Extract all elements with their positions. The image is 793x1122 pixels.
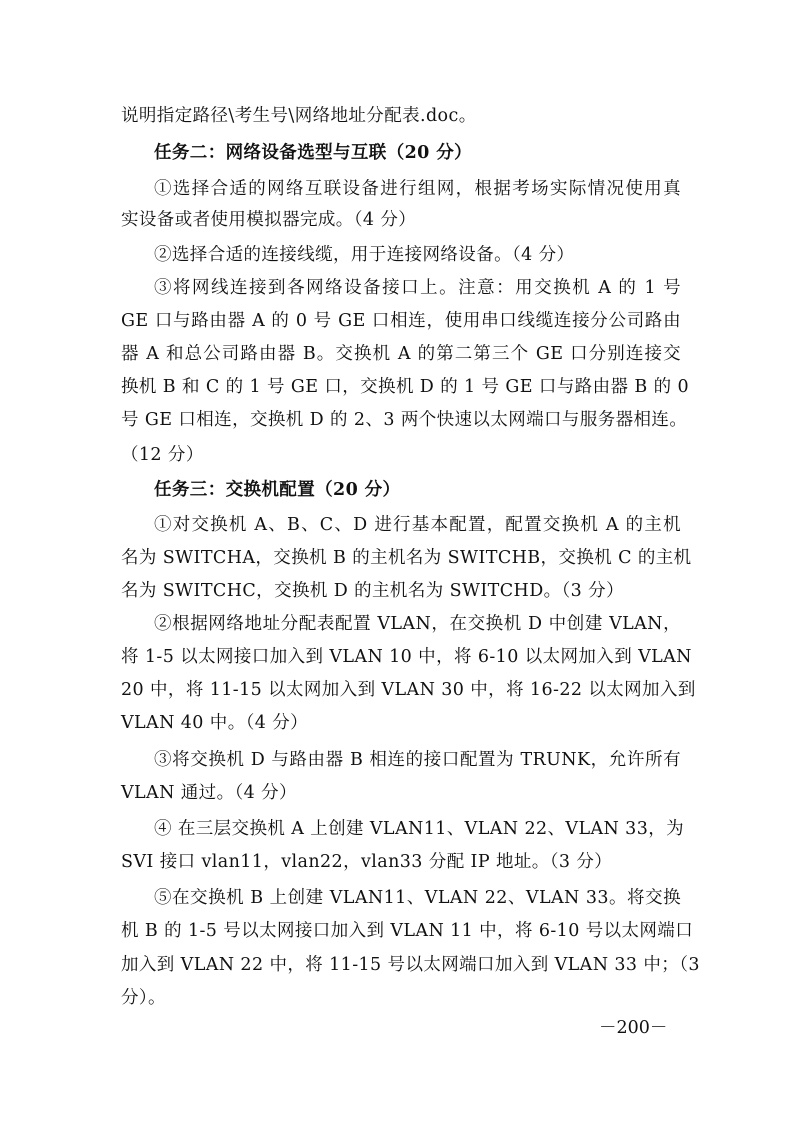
- text-line: VLAN 通过。（4 分）: [121, 783, 297, 803]
- text-line-path: 说明指定路径\考生号\网络地址分配表.doc。: [121, 106, 477, 126]
- text-line: ①对交换机 A、B、C、D 进行基本配置，配置交换机 A 的主机: [154, 515, 681, 535]
- text-line: ②根据网络地址分配表配置 VLAN，在交换机 D 中创建 VLAN，: [154, 614, 681, 634]
- text-line: 加入到 VLAN 22 中，将 11-15 号以太网端口加入到 VLAN 33 中；（3: [121, 955, 700, 975]
- text-line: 器 A 和总公司路由器 B。交换机 A 的第二第三个 GE 口分别连接交: [121, 344, 681, 364]
- text-line: ③将网线连接到各网络设备接口上。注意：用交换机 A 的 1 号: [154, 278, 681, 298]
- text-line: 名为 SWITCHA，交换机 B 的主机名为 SWITCHB，交换机 C 的主机: [121, 548, 692, 568]
- page-number: －200－: [599, 1018, 668, 1038]
- text-line: VLAN 40 中。（4 分）: [121, 713, 309, 733]
- text-line: （12 分）: [121, 445, 204, 465]
- text-line: ④ 在三层交换机 A 上创建 VLAN11、VLAN 22、VLAN 33，为: [154, 819, 685, 839]
- text-line: ①选择合适的网络互联设备进行组网，根据考场实际情况使用真: [154, 179, 681, 199]
- text-line: 实设备或者使用模拟器完成。（4 分）: [121, 210, 417, 230]
- text-line: 分）。: [121, 988, 166, 1008]
- text-line: GE 口与路由器 A 的 0 号 GE 口相连，使用串口线缆连接分公司路由: [121, 311, 681, 331]
- text-line: 将 1-5 以太网接口加入到 VLAN 10 中，将 6-10 以太网加入到 VLAN: [121, 647, 692, 667]
- text-line: 换机 B 和 C 的 1 号 GE 口，交换机 D 的 1 号 GE 口与路由器 B 的 0: [121, 377, 690, 397]
- heading-task-three: 任务三：交换机配置（20 分）: [154, 480, 401, 500]
- text-line: ③将交换机 D 与路由器 B 相连的接口配置为 TRUNK，允许所有: [154, 750, 681, 770]
- text-line: 号 GE 口相连，交换机 D 的 2、3 两个快速以太网端口与服务器相连。: [121, 410, 688, 430]
- text-line: 名为 SWITCHC，交换机 D 的主机名为 SWITCHD。（3 分）: [121, 581, 624, 601]
- text-line: 20 中，将 11-15 以太网加入到 VLAN 30 中，将 16-22 以太网加入到: [121, 680, 696, 700]
- heading-task-two: 任务二：网络设备选型与互联（20 分）: [154, 143, 473, 163]
- text-line: SVI 接口 vlan11，vlan22，vlan33 分配 IP 地址。（3 分）: [121, 852, 613, 872]
- text-line: ②选择合适的连接线缆，用于连接网络设备。（4 分）: [154, 245, 575, 265]
- text-line: 机 B 的 1-5 号以太网接口加入到 VLAN 11 中，将 6-10 号以太网端口: [121, 921, 694, 941]
- text-line: ⑤在交换机 B 上创建 VLAN11、VLAN 22、VLAN 33。将交换: [154, 888, 681, 908]
